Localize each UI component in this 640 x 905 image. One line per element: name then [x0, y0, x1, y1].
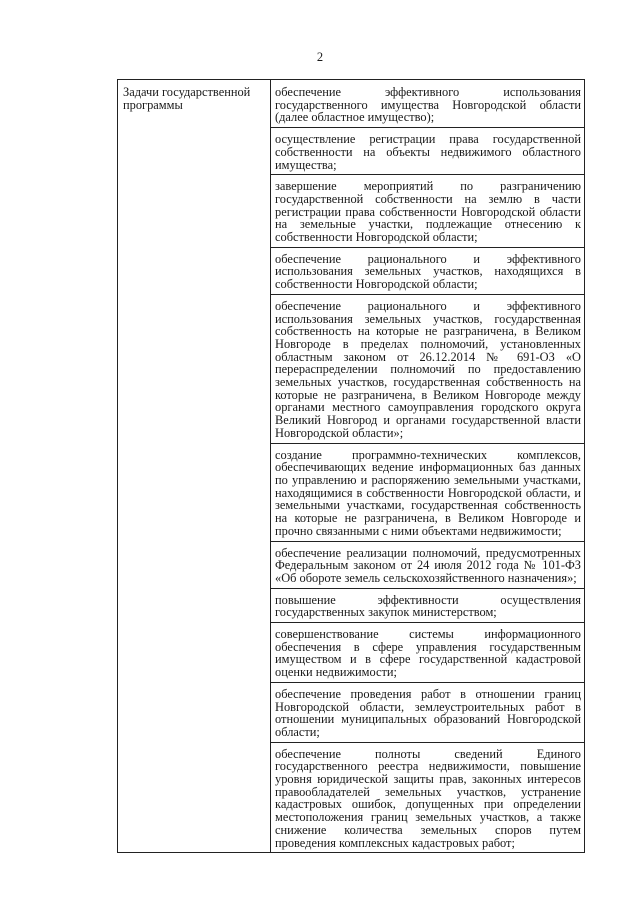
section-label: Задачи государственной программы	[118, 80, 271, 853]
tasks-cell	[271, 80, 585, 853]
task-item: завершение мероприятий по разграничению государственной собственности на землю в части регистрации права собственности Новгородской области на земельные участки, подлежащие отнесению к собственности Новгородской области;	[271, 174, 584, 247]
task-item: осуществление регистрации права государственной собственности на объекты недвижимого областного имущества;	[271, 127, 584, 174]
task-item: обеспечение реализации полномочий, предусмотренных Федеральным законом от 24 июля 2012 года № 101-ФЗ «Об обороте земель сельскохозяйственного назначения»;	[271, 541, 584, 588]
task-item: создание программно-технических комплексов, обеспечивающих ведение информационных баз данных по управлению и распоряжению земельными участками, находящимися в собственности Новгородской области, и земельными участками, государственная собственность на которые не разграничена, в Великом Новгороде и прочно связанными с ними объектами недвижимости;	[271, 443, 584, 541]
task-item: повышение эффективности осуществления государственных закупок министерством;	[271, 588, 584, 622]
page-number: 2	[316, 50, 324, 64]
table-row	[118, 80, 585, 853]
task-item: совершенствование системы информационного обеспечения в сфере управления государственным имуществом и в сфере государственной кадастровой оценки недвижимости;	[271, 622, 584, 682]
task-item: обеспечение рационального и эффективного использования земельных участков, находящихся в собственности Новгородской области;	[271, 247, 584, 294]
program-tasks-table	[117, 79, 585, 853]
task-item: обеспечение рационального и эффективного использования земельных участков, государственная собственность на которые не разграничена, в Великом Новгороде в пределах полномочий, установленных областным законом от 26.12.2014 № 691-ОЗ «О перераспределении полномочий по предоставлению земельных участков, государственная собственность на которые не разграничена, в Великом Новгороде между органами местного самоуправления городского округа Великий Новгород и органами государственной власти Новгородской области»;	[271, 294, 584, 443]
task-item: обеспечение проведения работ в отношении границ Новгородской области, землеустроительных работ в отношении муниципальных образований Новгородской области;	[271, 682, 584, 742]
task-item: обеспечение эффективного использования государственного имущества Новгородской области (далее областное имущество);	[275, 85, 581, 125]
task-item: обеспечение полноты сведений Единого государственного реестра недвижимости, повышение уровня юридической защиты прав, законных интересов правообладателей земельных участков, устранение кадастровых ошибок, допущенных при определении местоположения границ земельных участков, а также снижение количества земельных споров путем проведения комплексных кадастровых работ;	[271, 742, 584, 853]
